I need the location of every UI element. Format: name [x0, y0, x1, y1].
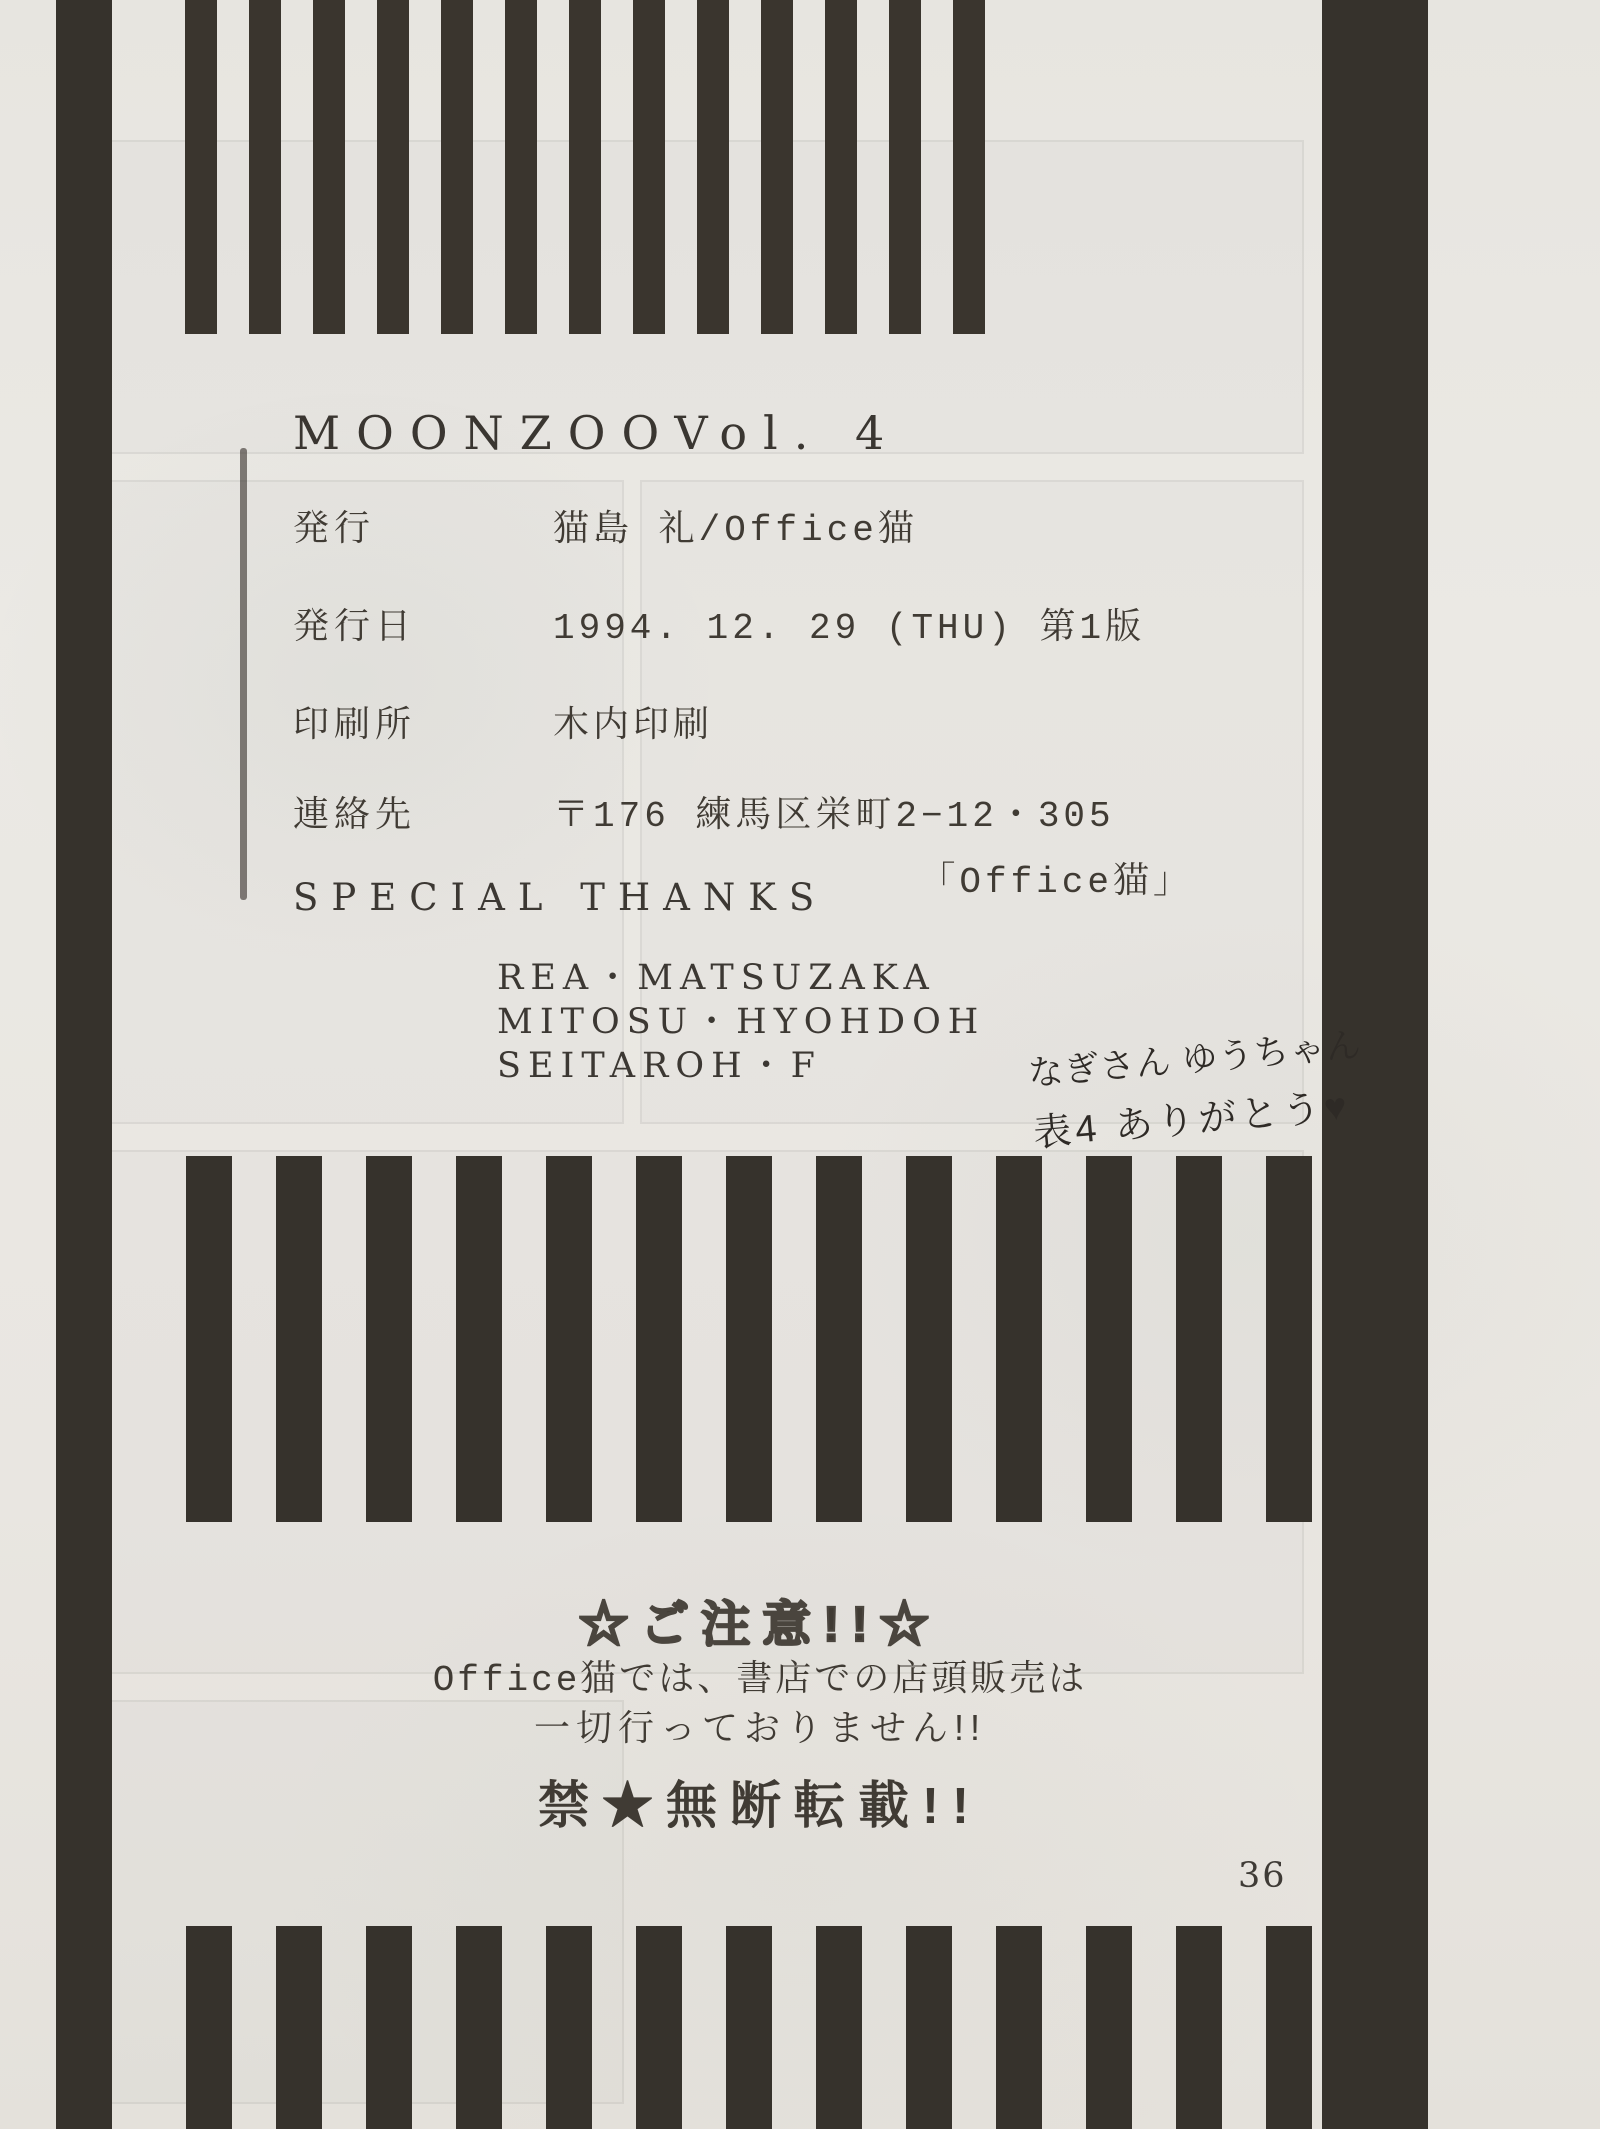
- middle-stripe-band: [186, 1156, 1312, 1522]
- top-stripe-band: [185, 0, 987, 334]
- bottom-stripe-band: [186, 1926, 1312, 2129]
- pubdate-value: 1994. 12. 29 (THU) 第1版: [553, 608, 1146, 649]
- thanks-name: MITOSU・HYOHDOH: [497, 1002, 986, 1042]
- thanks-name: SEITAROH・F: [497, 1046, 822, 1086]
- notice-line1: Office猫では、書店での店頭販売は: [432, 1660, 1088, 1701]
- scan-crease-line: [240, 448, 247, 900]
- notice-heading: ☆ご注意!!☆: [579, 1598, 941, 1652]
- no-reprint-text: 禁★無断転載!!: [538, 1777, 982, 1834]
- handwritten-line2: 表4 ありがとう♥: [1031, 1085, 1353, 1156]
- thanks-name: REA・MATSUZAKA: [497, 958, 936, 998]
- contact-label: 連絡先: [293, 796, 417, 837]
- printer-label: 印刷所: [293, 706, 417, 747]
- special-thanks-heading: SPECIAL THANKS: [293, 876, 828, 919]
- contact-address: 〒176 練馬区栄町2−12・305: [553, 796, 1115, 837]
- page-number: 36: [1238, 1856, 1287, 1896]
- printer-value: 木内印刷: [553, 706, 714, 747]
- book-title: MOONZOOVol. 4: [293, 406, 901, 460]
- publisher-value: 猫島 礼/Office猫: [553, 510, 918, 551]
- contact-name: 「Office猫」: [919, 862, 1193, 903]
- notice-line2: 一切行っておりません!!: [533, 1707, 986, 1748]
- publisher-label: 発行: [293, 510, 376, 551]
- pubdate-label: 発行日: [293, 608, 417, 649]
- left-edge-bar: [56, 0, 112, 2129]
- handwritten-line1: なぎさん ゆうちゃん: [1026, 1025, 1364, 1094]
